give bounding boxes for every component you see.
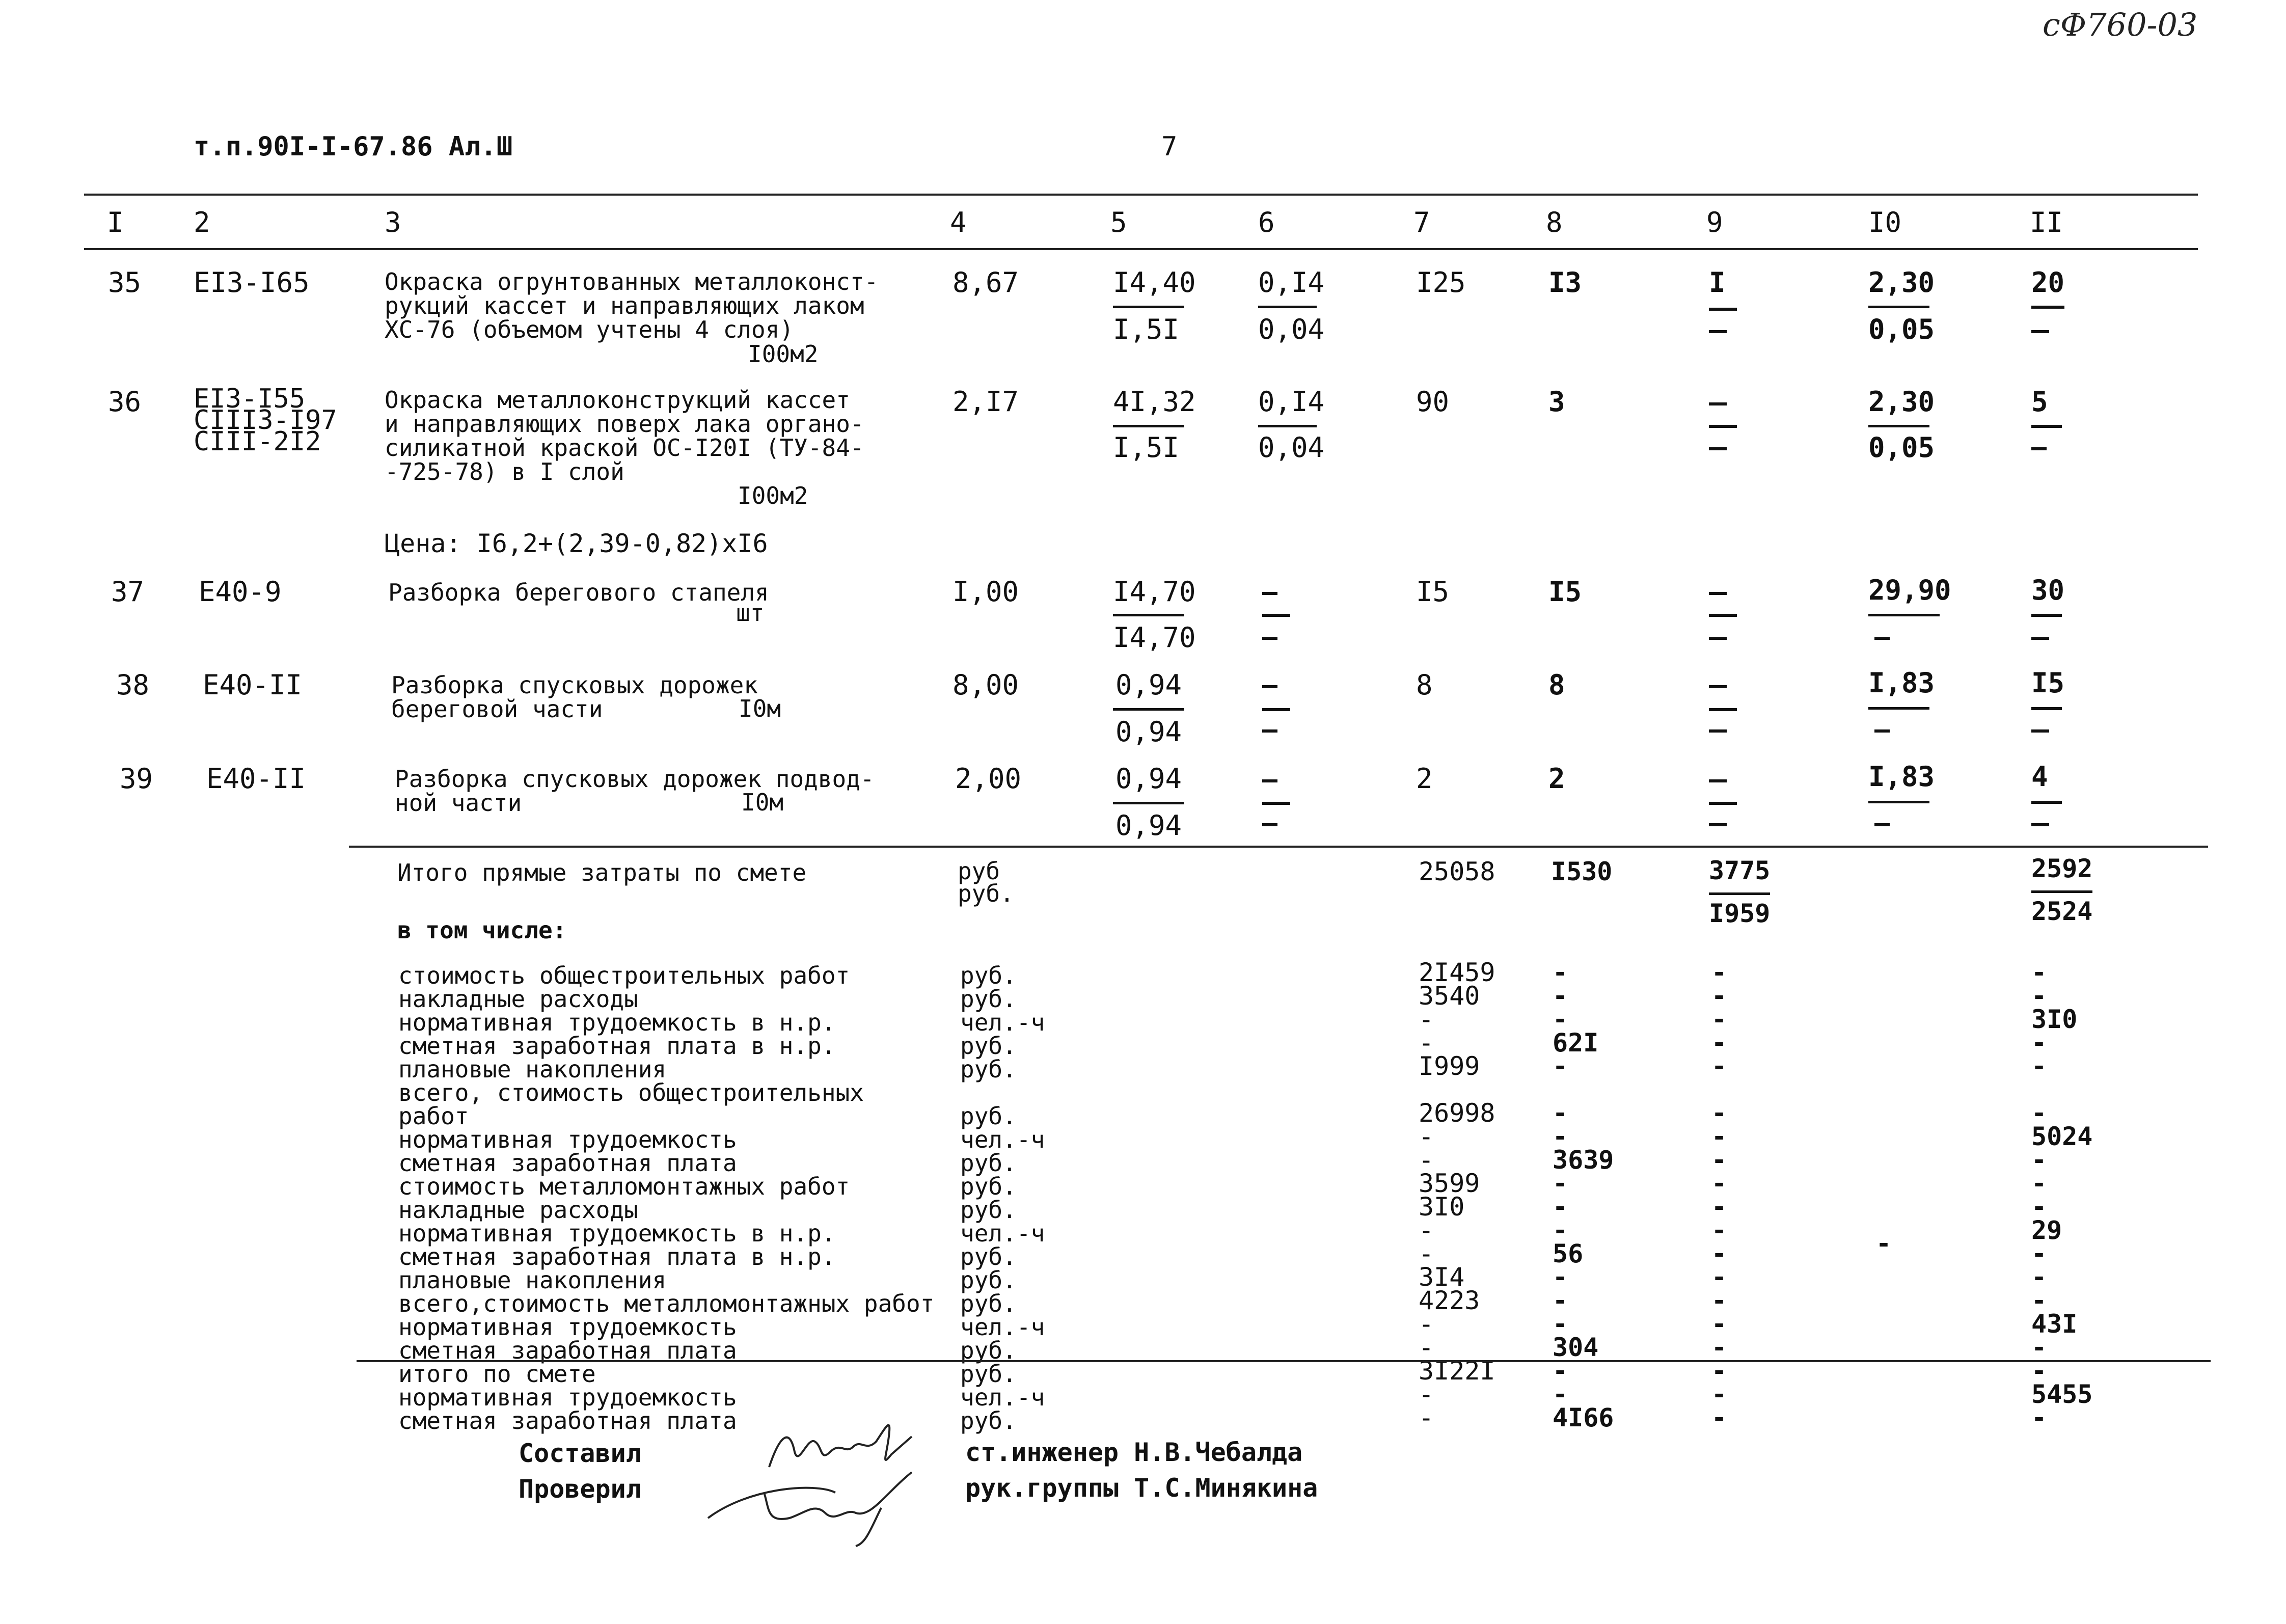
quantity: 8,00 [953,669,1019,701]
dash [1262,637,1277,640]
c5-top: 4I,32 [1113,386,1196,418]
c7-value: 2 [1416,763,1433,795]
compiled-label: Составил [519,1439,641,1468]
column-header: 4 [950,206,967,238]
total-label: Итого прямые затраты по смете [397,859,807,886]
totals-top-rule [349,846,2208,848]
quantity: 2,I7 [953,386,1019,418]
fraction-line [1113,802,1184,804]
work-description: Разборка спусковых дорожек подвод- ной части [395,765,875,817]
work-description: Окраска огрунтованных металлоконст- рукций кассет и направляющих лаком ХС-76 (объемом учтены 4 слоя) [385,268,879,343]
breakdown-units: руб. руб. чел.-ч руб. руб. руб. чел.-ч руб. руб. руб. чел.-ч руб. руб. руб. чел.-ч руб. руб. чел.-ч руб. [960,962,1045,1434]
breakdown-c9: - - - - - - - - - - - - - - - - - - - [1711,958,1727,1432]
checked-label: Проверил [519,1474,641,1504]
row-number: 38 [116,669,150,701]
price-formula: Цена: I6,2+(2,39-0,82)хI6 [385,529,768,558]
c5-top: 0,94 [1115,763,1182,795]
grand-total-rule [357,1360,2211,1362]
c7-value: 90 [1416,386,1450,418]
dash [2031,614,2062,617]
c5-top: I4,40 [1113,266,1196,299]
fraction-line [1868,801,1929,803]
c10-top: I,83 [1868,667,1935,699]
dash [2031,447,2047,450]
column-header: 5 [1110,206,1127,238]
dash [1709,592,1727,595]
dash [1709,708,1737,711]
dash [1262,592,1277,595]
column-header: I0 [1868,206,1902,238]
quantity: 8,67 [953,266,1019,299]
c10-top: 2,30 [1868,266,1935,299]
dash [1262,802,1290,805]
dash [1709,308,1737,311]
dash [1262,614,1290,617]
c7-value: 8 [1416,669,1433,701]
c8-value: 2 [1548,763,1565,795]
column-header: I [107,206,124,238]
c10-top: 29,90 [1868,574,1951,606]
dash [1262,779,1277,782]
column-header: II [2030,206,2063,238]
breakdown-c11: - - 3I0 - - - 5024 - - - 29 - - - 43I - - 5455 - [2031,958,2093,1432]
checker-signature [703,1462,947,1549]
c10-bottom: 0,05 [1868,431,1935,464]
dash [1709,729,1727,733]
column-header: 6 [1258,206,1275,238]
checked-by: рук.группы Т.С.Минякина [965,1473,1318,1503]
work-unit: I0м [741,789,784,816]
c5-top: I4,70 [1113,576,1196,608]
c5-top: 0,94 [1115,669,1182,701]
c5-bottom: 0,94 [1115,809,1182,842]
fraction-line [1709,892,1770,895]
breakdown-c7: 2I459 3540 - - I999 26998 - - 3599 3I0 - - 3I4 4223 - - 3I22I - - [1419,958,1495,1432]
c11-value: 5 [2031,386,2048,418]
dash [1874,823,1890,826]
c8-value: 3 [1548,386,1565,418]
column-header: 3 [385,206,401,238]
total-c11-bottom: 2524 [2031,897,2093,926]
row-number: 37 [111,576,145,608]
c11-value: 30 [2031,574,2065,606]
c7-value: I25 [1416,266,1466,299]
work-description: Разборка берегового стапеля [388,579,769,606]
dash [1874,729,1890,733]
dash [1709,614,1737,617]
work-unit: I00м2 [748,340,819,368]
rate-code: Е40-II [206,763,306,795]
quantity: 2,00 [955,763,1022,795]
dash [2031,637,2049,640]
rate-code: Е40-II [203,669,303,701]
breakdown-labels: стоимость общестроительных работ накладные расходы нормативная трудоемкость в н.р. сметная заработная плата в н.р. плановые накопления всего, стоимость общестроительных работ нормативная трудоемкость сметная заработная плата стоимость металломонтажных работ накладные расходы нормативная трудоемкость в н.р. сметная заработная плата в н.р. плановые накопления всего,стоимость металломонтажных работ нормативная трудоемкость сметная заработная плата итого по смете нормативная трудоемкость сметная заработная плата [398,962,935,1434]
work-unit: I0м [739,695,781,722]
dash [1262,729,1277,733]
work-description: Разборка спусковых дорожек береговой части [391,671,758,723]
rate-code: EI3-I65 [194,266,310,299]
dash [2031,306,2064,309]
total-c8: I530 [1551,857,1613,886]
column-header: 7 [1413,206,1430,238]
total-units: руб руб. [958,857,1014,907]
dash [1262,685,1277,688]
c6-top: 0,I4 [1258,386,1325,418]
fraction-line [1868,707,1929,710]
c6-bottom: 0,04 [1258,313,1325,345]
column-header: 8 [1546,206,1563,238]
page-number: 7 [1161,131,1178,162]
total-c7: 25058 [1419,857,1495,886]
dash [2031,330,2049,333]
header-bottom-rule [84,248,2198,250]
c8-value: 8 [1548,669,1565,701]
c9-value: I [1709,266,1726,299]
dash [1709,802,1737,805]
c11-value: 4 [2031,761,2048,793]
dash [1262,823,1277,826]
fraction-line [1113,614,1184,616]
c8-value: I5 [1548,576,1582,608]
fraction-line [1113,306,1184,308]
c10-bottom: 0,05 [1868,313,1935,345]
dash [2031,823,2049,826]
fraction-line [1113,425,1184,427]
dash [2031,729,2049,733]
row-number: 39 [120,763,153,795]
fraction-line [1868,306,1929,308]
dash [1874,637,1890,640]
total-c9-top: 3775 [1709,856,1771,885]
c5-bottom: 0,94 [1115,716,1182,748]
c5-bottom: I,5I [1113,431,1180,464]
dash [1709,402,1727,405]
c5-bottom: I,5I [1113,313,1180,345]
dash [1709,425,1737,428]
fraction-line [1258,425,1317,427]
fraction-line [1113,708,1184,711]
row-number: 35 [108,266,142,299]
quantity: I,00 [953,576,1019,608]
dash [1709,823,1727,826]
work-unit: I00м2 [738,482,808,509]
breakdown-c8: - - - 62I - - - 3639 - - - 56 - - - 304 - - 4I66 [1553,958,1614,1432]
c10-top: I,83 [1868,761,1935,793]
c11-value: I5 [2031,667,2065,699]
dash [1709,447,1727,450]
c11-value: 20 [2031,266,2065,299]
c10-top: 2,30 [1868,386,1935,418]
total-c9-bottom: I959 [1709,899,1771,928]
dash [2031,801,2062,804]
fraction-line [1868,425,1929,427]
c6-top: 0,I4 [1258,266,1325,299]
c5-bottom: I4,70 [1113,621,1196,654]
document-reference: т.п.90I-I-67.86 Ал.Ш [194,131,513,162]
c6-bottom: 0,04 [1258,431,1325,464]
dash [2031,707,2062,710]
rate-code: Е40-9 [199,576,282,608]
c8-value: I3 [1548,266,1582,299]
breakdown-c10-dash: - [1876,1229,1892,1258]
dash [2031,425,2062,428]
compiled-by: ст.инженер Н.В.Чебалда [965,1438,1303,1467]
table-top-rule [84,194,2198,196]
fraction-line [1868,614,1940,616]
fraction-line [2031,890,2092,893]
dash [1709,779,1727,782]
dash [1709,685,1727,688]
row-number: 36 [108,386,142,418]
including-heading: в том числе: [397,916,567,944]
dash [1262,708,1290,711]
column-header: 2 [194,206,210,238]
work-unit: шт [736,599,765,627]
column-header: 9 [1706,206,1723,238]
dash [1709,330,1727,333]
c7-value: I5 [1416,576,1450,608]
dash [1709,637,1727,640]
total-c11-top: 2592 [2031,854,2093,883]
document-stamp: сФ760-03 [2043,6,2198,43]
fraction-line [1258,306,1317,308]
work-description: Окраска металлоконструкций кассет и направляющих поверх лака органо- силикатной краской ОС-I20I (ТУ-84- -725-78) в I слой [385,386,864,485]
rate-code: EI3-I55 СIII3-I97 СIII-2I2 [194,384,337,457]
